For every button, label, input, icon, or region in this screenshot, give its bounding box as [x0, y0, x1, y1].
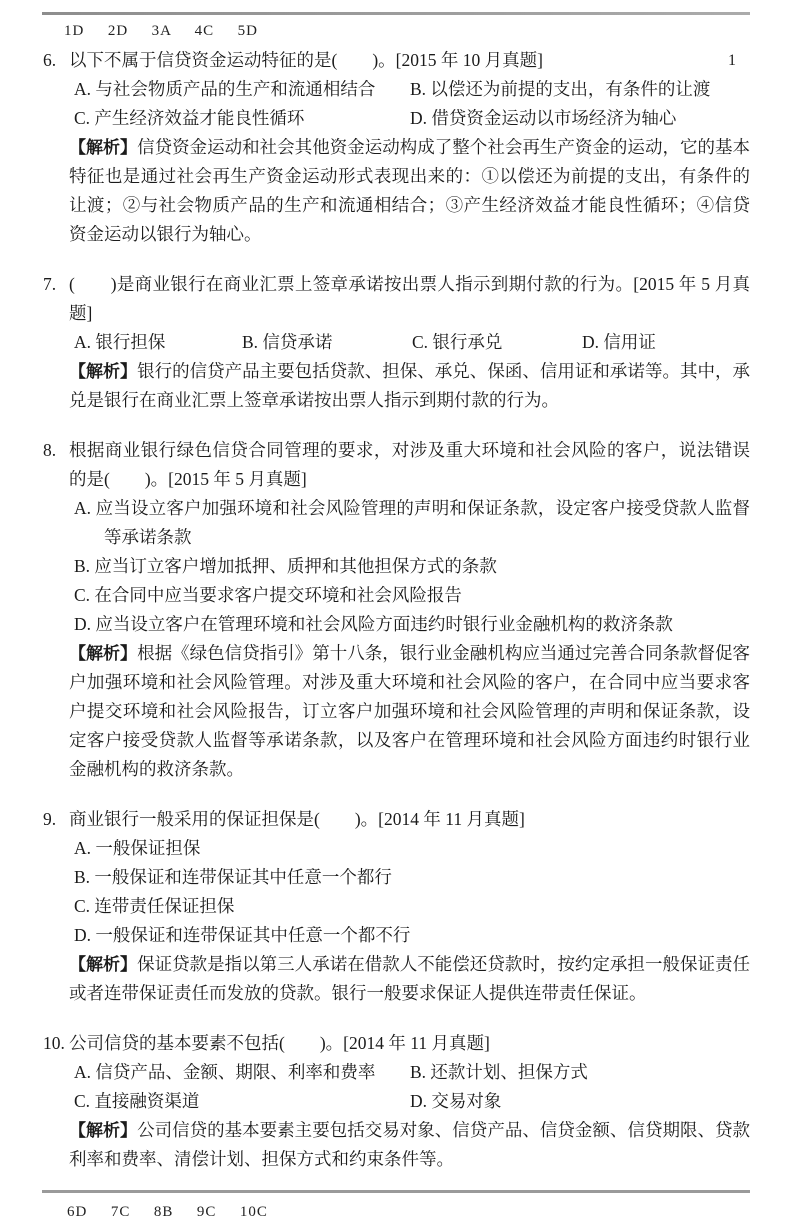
option-d: D. 一般保证和连带保证其中任意一个都不行: [74, 925, 411, 945]
options-group: [74, 328, 750, 357]
option-b: B. 一般保证和连带保证其中任意一个都行: [74, 867, 392, 887]
question-stem: 公司信贷的基本要素不包括( )。[2014 年 11 月真题]: [69, 1033, 490, 1053]
question-stem: ( )是商业银行在商业汇票上签章承诺按出票人指示到期付款的行为。[2015 年 5 月真题]: [69, 274, 750, 323]
question-number: 7.: [43, 274, 57, 294]
options-group: [74, 1058, 750, 1116]
bottom-divider-rule: [42, 1190, 750, 1193]
analysis-text: 公司信贷的基本要素主要包括交易对象、信贷产品、信贷金额、信贷期限、贷款利率和费率、清偿计划、担保方式和约束条件等。: [69, 1120, 751, 1169]
analysis-label: 【解析】: [69, 362, 138, 381]
top-divider-rule: [42, 12, 750, 15]
page-footer: [42, 1190, 750, 1222]
option-c: C. 连带责任保证担保: [74, 896, 235, 916]
analysis-paragraph: [69, 357, 750, 415]
option-a: A. 与社会物质产品的生产和流通相结合: [74, 79, 376, 99]
option-c: C. 产生经济效益才能良性循环: [74, 108, 305, 128]
analysis-paragraph: [69, 1116, 750, 1174]
question-number: 9.: [43, 809, 57, 829]
analysis-text: 信贷资金运动和社会其他资金运动构成了整个社会再生产资金的运动，它的基本特征也是通过社会再生产资金运动形式表现出来的：①以偿还为前提的支出，有条件的让渡；②与社会物质产品的生产和流通相结合；③产生经济效益才能良性循环；④信贷资金运动以银行为轴心。: [69, 137, 751, 244]
analysis-label: 【解析】: [69, 644, 138, 663]
answer-key-current-questions: 6D 7C 8B 9C 10C: [67, 1204, 268, 1220]
page-number: 1: [728, 52, 736, 69]
question-number: 6.: [43, 50, 57, 70]
options-group: [74, 834, 750, 950]
option-a: A. 信贷产品、金额、期限、利率和费率: [74, 1062, 376, 1082]
analysis-paragraph: [69, 133, 750, 249]
analysis-text: 根据《绿色信贷指引》第十八条，银行业金融机构应当通过完善合同条款督促客户加强环境和社会风险管理。对涉及重大环境和社会风险的客户，在合同中应当要求客户提交环境和社会风险报告，订立客户加强环境和社会风险管理的声明和保证条款，设定客户接受贷款人监督等承诺条款，以及客户在管理环境和社会风险方面违约时银行业金融机构的救济条款。: [69, 643, 751, 779]
option-d: D. 借贷资金运动以市场经济为轴心: [410, 108, 677, 128]
option-d: D. 交易对象: [410, 1091, 502, 1111]
question-item-10: [42, 1029, 750, 1174]
analysis-paragraph: [69, 950, 750, 1008]
question-stem: 根据商业银行绿色信贷合同管理的要求，对涉及重大环境和社会风险的客户，说法错误的是( )。[2015 年 5 月真题]: [69, 440, 750, 489]
analysis-label: 【解析】: [69, 955, 138, 974]
option-a: A. 银行担保: [74, 332, 166, 352]
option-d: D. 信用证: [582, 332, 656, 352]
option-a: A. 一般保证担保: [74, 838, 201, 858]
option-c: C. 在合同中应当要求客户提交环境和社会风险报告: [74, 585, 462, 605]
analysis-label: 【解析】: [69, 1121, 138, 1140]
option-b: B. 还款计划、担保方式: [410, 1062, 588, 1082]
option-b: B. 应当订立客户增加抵押、质押和其他担保方式的条款: [74, 556, 497, 576]
question-number: 10.: [43, 1033, 65, 1053]
question-item-9: [42, 805, 750, 1008]
question-stem: 商业银行一般采用的保证担保是( )。[2014 年 11 月真题]: [69, 809, 525, 829]
question-stem: 以下不属于信贷资金运动特征的是( )。[2015 年 10 月真题]: [69, 50, 543, 70]
answer-key-previous-questions: 1D 2D 3A 4C 5D: [64, 23, 259, 39]
question-item-7: [42, 270, 750, 415]
option-b: B. 以偿还为前提的支出，有条件的让渡: [410, 79, 711, 99]
option-c: C. 银行承兑: [412, 332, 503, 352]
options-group: [74, 494, 750, 639]
question-number: 8.: [43, 440, 57, 460]
option-a: A. 应当设立客户加强环境和社会风险管理的声明和保证条款，设定客户接受贷款人监督等承诺条款: [74, 498, 750, 547]
analysis-label: 【解析】: [69, 138, 138, 157]
option-b: B. 信贷承诺: [242, 332, 333, 352]
question-item-6: [42, 46, 750, 249]
analysis-text: 银行的信贷产品主要包括贷款、担保、承兑、保函、信用证和承诺等。其中，承兑是银行在商业汇票上签章承诺按出票人指示到期付款的行为。: [69, 361, 751, 410]
analysis-paragraph: [69, 639, 750, 784]
question-item-8: [42, 436, 750, 784]
options-group: [74, 75, 750, 133]
option-c: C. 直接融资渠道: [74, 1091, 200, 1111]
option-d: D. 应当设立客户在管理环境和社会风险方面违约时银行业金融机构的救济条款: [74, 614, 673, 634]
page-content: [0, 12, 790, 1174]
analysis-text: 保证贷款是指以第三人承诺在借款人不能偿还贷款时，按约定承担一般保证责任或者连带保证责任而发放的贷款。银行一般要求保证人提供连带责任保证。: [69, 954, 751, 1003]
